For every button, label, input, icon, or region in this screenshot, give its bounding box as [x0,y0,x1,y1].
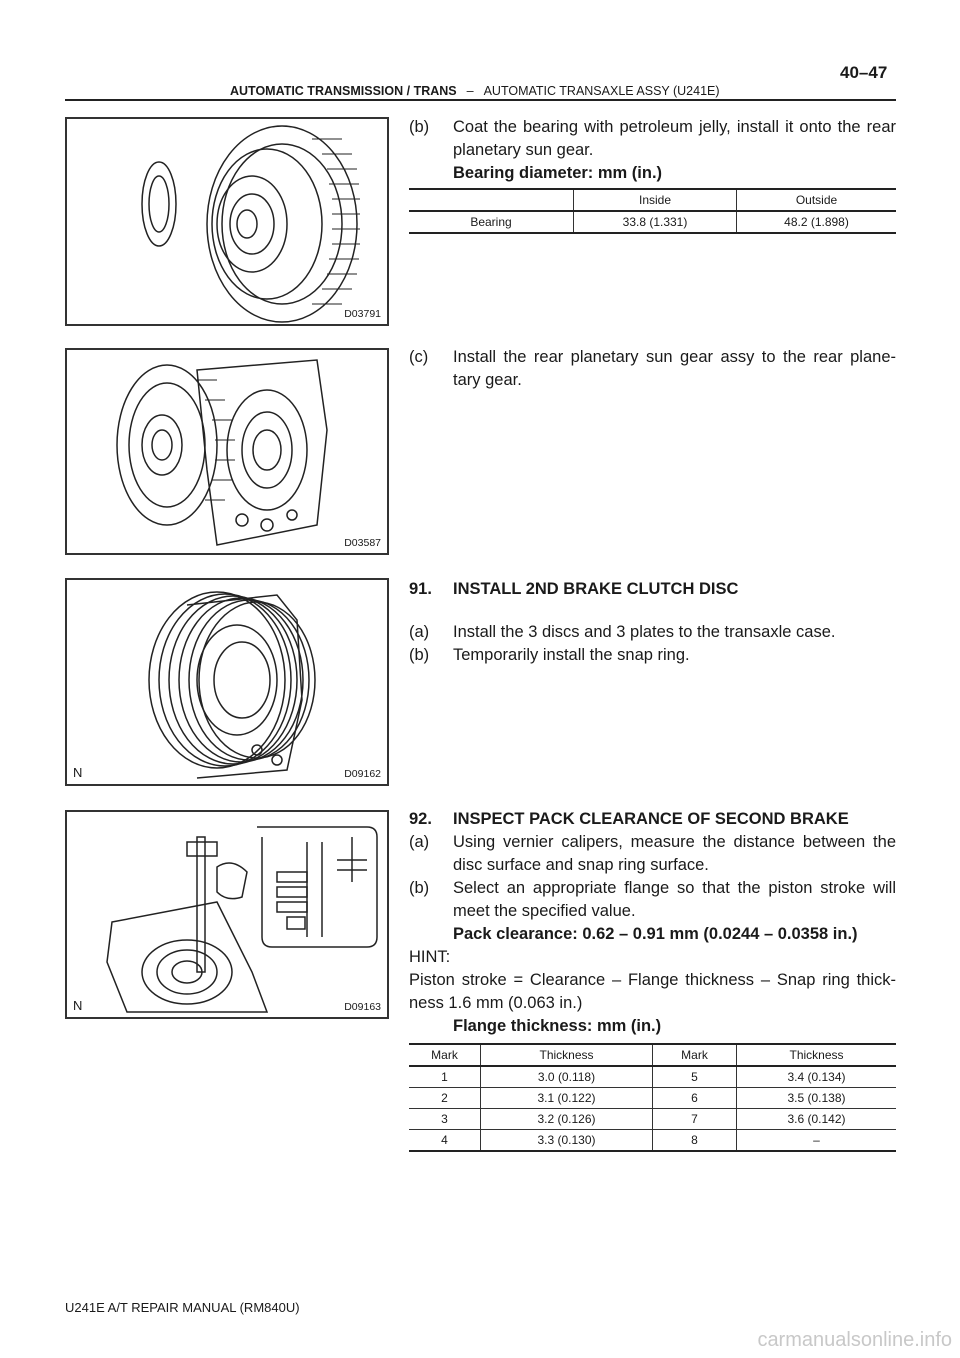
page-footer: U241E A/T REPAIR MANUAL (RM840U) [65,1300,300,1315]
substep-text: Select an appropriate flange so that the piston stroke will meet the specified value. [453,879,896,920]
table-header-cell: Thickness [737,1044,897,1066]
substep-label: (a) [409,833,430,851]
figure-code: D03587 [344,537,381,549]
table-cell: Bearing [470,215,512,229]
table-row [409,1066,896,1088]
table-cell: 6 [653,1088,737,1109]
table-cell: 3 [441,1112,448,1126]
figure-vernier-caliper [65,810,389,1019]
figure-code: D09163 [344,1001,381,1013]
table-header-cell: Mark [653,1044,737,1066]
vernier-caliper-illustration [67,812,387,1017]
page-number: 40–47 [840,63,888,82]
table-header-row [409,189,896,211]
flange-thickness-table [409,1043,896,1152]
table-cell: 48.2 (1.898) [737,211,897,233]
figure-n-mark: N [73,765,83,780]
figure-bearing-sun-gear [65,117,389,326]
table-cell: 3.6 (0.142) [737,1109,897,1130]
table-header-cell: Thickness [481,1044,653,1066]
table-cell: 3.1 (0.122) [481,1088,653,1109]
substep-text: Using vernier calipers, measure the distance between the disc surface and snap ring surface. [453,833,896,874]
sun-gear-install-illustration [67,350,387,553]
header-subsection: AUTOMATIC TRANSAXLE ASSY (U241E) [483,84,720,98]
clutch-disc-illustration [67,580,387,784]
table-cell: 3.3 (0.130) [481,1130,653,1152]
table-header-cell: Outside [737,189,897,211]
watermark: carmanualsonline.info [757,1329,952,1351]
table-row [409,1109,896,1130]
step-c [409,346,896,392]
table-cell: 1 [441,1070,448,1084]
step-text: Coat the bearing with petroleum jelly, install it onto the rear planetary sun gear. [453,118,896,159]
hint-text: Piston stroke = Clearance – Flange thickness – Snap ring thick- ness 1.6 mm (0.063 in.) [409,971,896,1012]
figure-code: D03791 [344,308,381,320]
table-cell: 4 [441,1133,448,1147]
table-cell: 2 [441,1091,448,1105]
table-header-row [409,1044,896,1066]
table-cell: 7 [653,1109,737,1130]
substep-label: (b) [409,879,430,897]
step-label: (b) [409,118,430,136]
table-cell: 33.8 (1.331) [574,211,737,233]
bearing-diameter-table [409,188,896,234]
table-header-cell: Mark [431,1048,458,1062]
substep-text: Temporarily install the snap ring. [453,646,690,664]
step-b-bearing [409,116,896,185]
step-number: 91. [409,580,432,598]
table-cell: 8 [653,1130,737,1152]
figure-code: D09162 [344,768,381,780]
step-92 [409,808,896,1038]
substep-label: (a) [409,623,430,641]
table-cell: 5 [653,1066,737,1088]
header-separator: – [466,84,474,98]
hint-label: HINT: [409,948,451,966]
step-title: INSPECT PACK CLEARANCE OF SECOND BRAKE [453,810,849,828]
header-section: AUTOMATIC TRANSMISSION / TRANS [230,84,457,98]
bearing-table-wrap [409,188,896,234]
bearing-spec-title: Bearing diameter: mm (in.) [453,164,663,182]
table-row [409,1088,896,1109]
table-header-cell [409,189,574,211]
table-cell: 3.4 (0.134) [737,1066,897,1088]
figure-clutch-disc [65,578,389,786]
step-text: Install the rear planetary sun gear assy to the rear plane- tary gear. [453,348,896,389]
bearing-sun-gear-illustration [67,119,387,324]
figure-sun-gear-install [65,348,389,555]
flange-table-wrap [409,1043,896,1152]
table-cell: 3.2 (0.126) [481,1109,653,1130]
flange-spec-title: Flange thickness: mm (in.) [453,1017,662,1035]
table-cell: – [737,1130,897,1152]
step-number: 92. [409,810,432,828]
step-title: INSTALL 2ND BRAKE CLUTCH DISC [453,580,739,598]
table-cell: 3.5 (0.138) [737,1088,897,1109]
table-header-cell: Inside [574,189,737,211]
figure-n-mark: N [73,998,83,1013]
step-91 [409,578,896,667]
substep-label: (b) [409,646,430,664]
substep-text: Install the 3 discs and 3 plates to the transaxle case. [453,623,836,641]
pack-clearance-spec: Pack clearance: 0.62 – 0.91 mm (0.0244 – 0.0358 in.) [453,925,858,943]
table-row [409,211,896,233]
step-label: (c) [409,348,429,366]
table-cell: 3.0 (0.118) [481,1066,653,1088]
running-header [230,84,720,98]
table-row [409,1130,896,1152]
header-rule [65,99,896,101]
